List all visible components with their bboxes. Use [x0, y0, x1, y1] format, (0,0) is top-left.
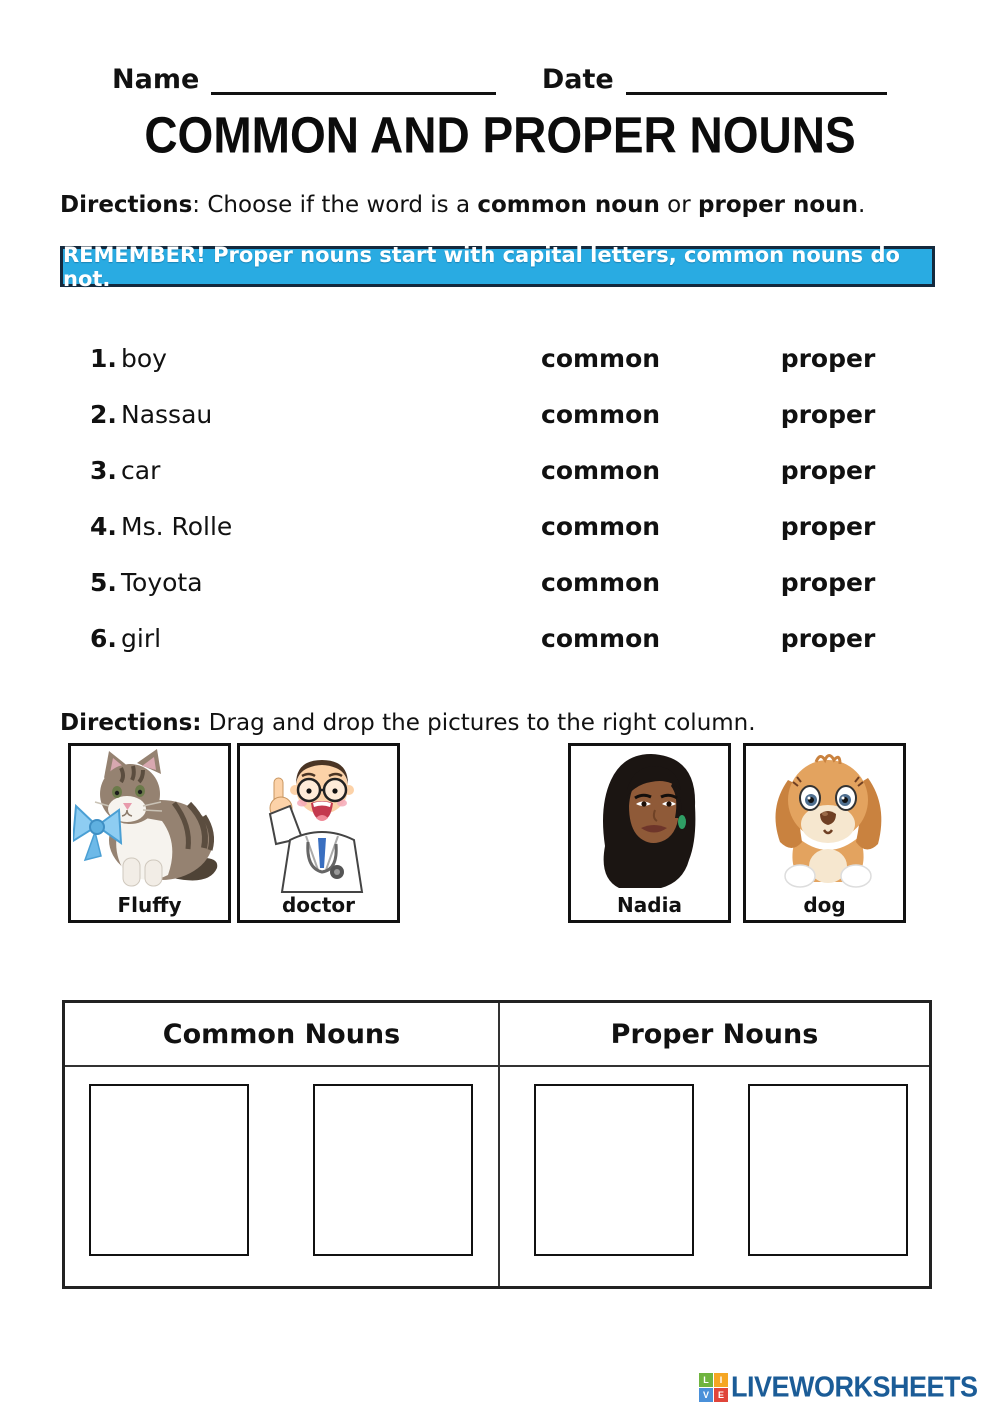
option-common-2[interactable]: common — [541, 400, 661, 429]
logo-square-l: L — [699, 1373, 713, 1387]
noun-sort-table — [62, 1000, 932, 1289]
quiz-row — [0, 624, 1000, 656]
common-nouns-header: Common Nouns — [65, 1003, 498, 1067]
directions-text: Drag and drop the pictures to the right column. — [201, 710, 756, 736]
quiz-row — [0, 456, 1000, 488]
directions-text-2: or — [659, 192, 699, 218]
directions-choose — [60, 192, 865, 218]
option-common-5[interactable]: common — [541, 568, 661, 597]
date-input-line[interactable] — [626, 60, 887, 95]
item-number: 4. — [90, 512, 117, 541]
item-word: car — [121, 456, 161, 485]
quiz-row — [0, 512, 1000, 544]
directions-label: Directions — [60, 192, 193, 218]
option-proper-5[interactable]: proper — [780, 568, 876, 597]
card-label: dog — [803, 893, 846, 917]
name-input-line[interactable] — [211, 60, 496, 95]
directions-proper-noun: proper noun — [698, 192, 858, 218]
draggable-card-nadia[interactable] — [568, 743, 731, 923]
proper-nouns-header: Proper Nouns — [500, 1003, 929, 1067]
name-label: Name — [112, 64, 200, 95]
quiz-row — [0, 568, 1000, 600]
logo-square-i: I — [714, 1373, 728, 1387]
logo-square-v: V — [699, 1388, 713, 1402]
option-common-1[interactable]: common — [541, 344, 661, 373]
item-number: 1. — [90, 344, 117, 373]
doctor-pointing-up-icon — [242, 748, 393, 894]
option-proper-4[interactable]: proper — [780, 512, 876, 541]
item-word: boy — [121, 344, 167, 373]
woman-portrait-icon — [573, 748, 724, 894]
logo-square-e: E — [714, 1388, 728, 1402]
item-word: Ms. Rolle — [121, 512, 233, 541]
draggable-card-dog[interactable] — [743, 743, 906, 923]
draggable-card-doctor[interactable] — [237, 743, 400, 923]
proper-drop-box-2[interactable] — [748, 1084, 908, 1256]
date-label: Date — [541, 64, 614, 95]
reminder-text: REMEMBER! Proper nouns start with capital letters, common nouns do not. — [63, 242, 900, 291]
directions-common-noun: common noun — [477, 192, 660, 218]
option-common-4[interactable]: common — [541, 512, 661, 541]
common-drop-box-2[interactable] — [313, 1084, 473, 1256]
liveworksheets-squares-icon — [699, 1373, 728, 1402]
common-drop-box-1[interactable] — [89, 1084, 249, 1256]
option-common-6[interactable]: common — [541, 624, 661, 653]
option-proper-3[interactable]: proper — [780, 456, 876, 485]
card-label: Nadia — [617, 893, 682, 917]
directions-drag — [60, 710, 756, 736]
page-title: COMMON AND PROPER NOUNS — [144, 106, 856, 164]
option-proper-1[interactable]: proper — [780, 344, 876, 373]
proper-drop-box-1[interactable] — [534, 1084, 694, 1256]
liveworksheets-logo[interactable] — [699, 1372, 978, 1403]
item-word: girl — [121, 624, 162, 653]
directions-label: Directions: — [60, 710, 202, 736]
item-number: 2. — [90, 400, 117, 429]
item-number: 6. — [90, 624, 117, 653]
directions-text-1: Choose if the word is a — [207, 192, 478, 218]
name-date-row — [112, 60, 887, 95]
directions-colon: : — [192, 192, 208, 218]
option-common-3[interactable]: common — [541, 456, 661, 485]
option-proper-2[interactable]: proper — [780, 400, 876, 429]
quiz-row — [0, 344, 1000, 376]
reminder-banner — [60, 242, 935, 291]
item-word: Toyota — [121, 568, 203, 597]
item-number: 5. — [90, 568, 117, 597]
option-proper-6[interactable]: proper — [780, 624, 876, 653]
puppy-icon — [748, 748, 899, 894]
draggable-card-fluffy[interactable] — [68, 743, 231, 923]
card-label: doctor — [281, 893, 356, 917]
quiz-row — [0, 400, 1000, 432]
cat-with-blue-bow-icon — [73, 748, 224, 894]
directions-period: . — [857, 192, 866, 218]
item-number: 3. — [90, 456, 117, 485]
card-label: Fluffy — [117, 893, 182, 917]
item-word: Nassau — [121, 400, 213, 429]
liveworksheets-wordmark: LIVEWORKSHEETS — [731, 1371, 978, 1403]
